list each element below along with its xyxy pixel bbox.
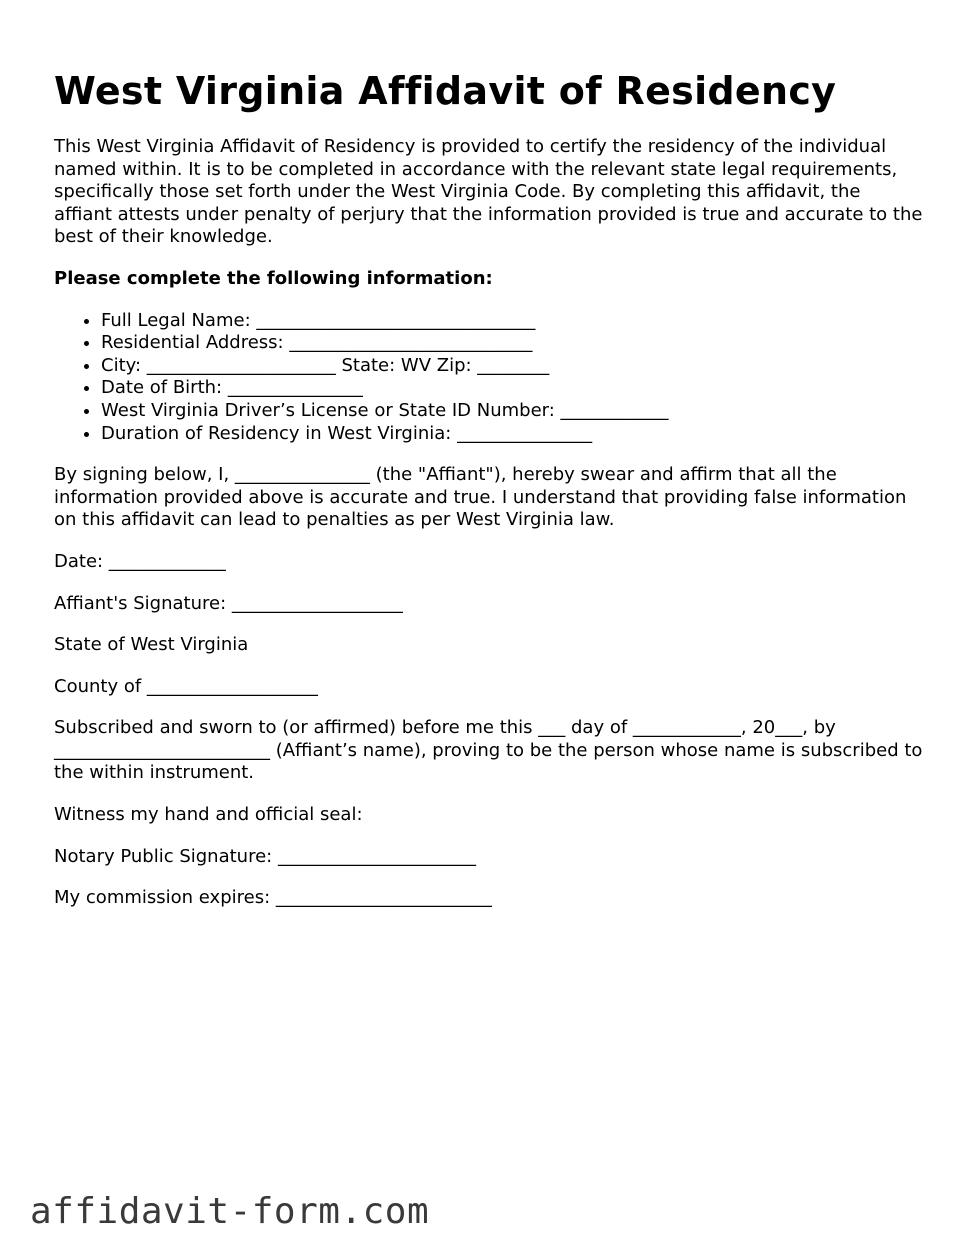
declaration-paragraph: By signing below, I, _______________ (the "Affiant"), hereby swear and affirm that all the information provided above is accurate and true. I understand that providing false information on this affidavit can lead to penalties as per West Virginia law. bbox=[54, 464, 907, 531]
affiant-signature-line: Affiant's Signature: ___________________ bbox=[54, 592, 403, 614]
intro-paragraph: This West Virginia Affidavit of Residency is provided to certify the residency of the individual named within. It is to be completed in accordance with the relevant state legal requirements, specifically those set forth under the West Virginia Code. By completing this affidavit, the affiant attests under penalty of perjury that the information provided is true and accurate to the best of their knowledge. bbox=[54, 136, 923, 248]
field-full-legal-name: • Full Legal Name: _______________________________ bbox=[101, 310, 924, 333]
field-date-of-birth: • Date of Birth: _______________ bbox=[101, 377, 924, 400]
footer-site-name: affidavit-form.com bbox=[30, 1191, 430, 1232]
sworn-paragraph: Subscribed and sworn to (or affirmed) before me this ___ day of ____________, 20___, by ________________________ (Affiant’s name), proving to be the person whose name is subscribed to the within instrument. bbox=[54, 717, 923, 784]
notary-signature-line: Notary Public Signature: ______________________ bbox=[54, 845, 476, 867]
field-duration-of-residency: • Duration of Residency in West Virginia: _______________ bbox=[101, 423, 924, 446]
county-line: County of ___________________ bbox=[54, 675, 318, 697]
state-line: State of West Virginia bbox=[54, 634, 249, 656]
instructions-heading: Please complete the following information: bbox=[54, 267, 493, 289]
info-fields-list bbox=[54, 310, 924, 446]
page-title: West Virginia Affidavit of Residency bbox=[54, 69, 837, 113]
commission-expires-line: My commission expires: ________________________ bbox=[54, 887, 492, 909]
document-page bbox=[54, 66, 924, 929]
field-city-state-zip: • City: _____________________ State: WV Zip: ________ bbox=[101, 355, 924, 378]
witness-line: Witness my hand and official seal: bbox=[54, 804, 363, 826]
field-residential-address: • Residential Address: ___________________________ bbox=[101, 332, 924, 355]
field-license-id-number: • West Virginia Driver’s License or State ID Number: ____________ bbox=[101, 400, 924, 423]
date-line: Date: _____________ bbox=[54, 550, 226, 572]
